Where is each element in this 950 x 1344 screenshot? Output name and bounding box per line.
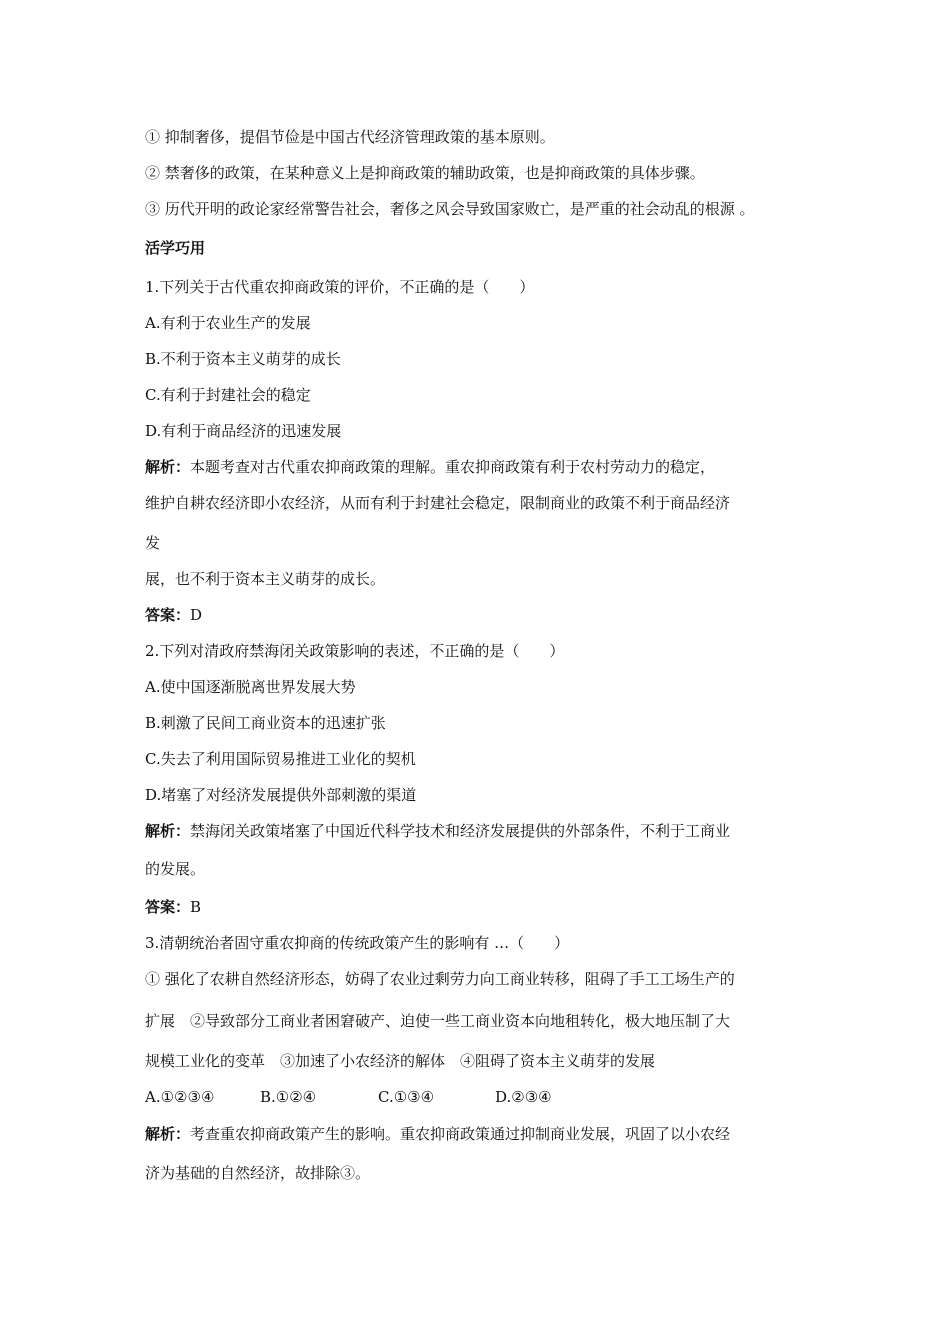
q2-option-a: A.使中国逐渐脱离世界发展大势 xyxy=(145,678,356,696)
q2-option-c: C.失去了利用国际贸易推进工业化的契机 xyxy=(145,750,416,768)
q1-analysis xyxy=(145,457,825,477)
q3-analysis xyxy=(145,1124,825,1144)
q3-option-d: D.②③④ xyxy=(495,1088,552,1106)
intro-item-2: ② 禁奢侈的政策，在某种意义上是抑商政策的辅助政策，也是抑商政策的具体步骤。 xyxy=(145,164,705,182)
q1-option-a: A.有利于农业生产的发展 xyxy=(145,314,311,332)
q1-analysis-label: 解析： xyxy=(145,458,191,476)
q2-analysis-label: 解析： xyxy=(145,822,191,840)
q2-option-b: B.刺激了民间工商业资本的迅速扩张 xyxy=(145,714,386,732)
q3-stem: 3.清朝统治者固守重农抑商的传统政策产生的影响有 …（ ） xyxy=(145,934,570,952)
q2-analysis-line-2: 的发展。 xyxy=(145,860,206,878)
q1-option-d: D.有利于商品经济的迅速发展 xyxy=(145,422,342,440)
q1-analysis-line-4: 展，也不利于资本主义萌芽的成长。 xyxy=(145,570,386,588)
q3-analysis-line-1: 考查重农抑商政策产生的影响。重农抑商政策通过抑制商业发展，巩固了以小农经 xyxy=(190,1125,731,1143)
intro-item-3: ③ 历代开明的政论家经常警告社会，奢侈之风会导致国家败亡，是严重的社会动乱的根源 。 xyxy=(145,200,755,218)
q2-answer xyxy=(145,897,825,917)
q3-analysis-label: 解析： xyxy=(145,1125,191,1143)
q1-answer-value: D xyxy=(190,606,203,624)
q1-option-b: B.不利于资本主义萌芽的成长 xyxy=(145,350,341,368)
q2-analysis-line-1: 禁海闭关政策堵塞了中国近代科学技术和经济发展提供的外部条件，不利于工商业 xyxy=(190,822,731,840)
q3-option-b: B.①②④ xyxy=(260,1088,317,1106)
q3-options xyxy=(145,1087,825,1107)
q1-analysis-line-1: 本题考查对古代重农抑商政策的理解。重农抑商政策有利于农村劳动力的稳定， xyxy=(190,458,716,476)
q3-analysis-line-2: 济为基础的自然经济，故排除③。 xyxy=(145,1164,371,1182)
q1-stem: 1.下列关于古代重农抑商政策的评价，不正确的是（ ） xyxy=(145,278,535,296)
intro-item-1: ① 抑制奢侈，提倡节俭是中国古代经济管理政策的基本原则。 xyxy=(145,128,555,146)
q2-option-d: D.堵塞了对经济发展提供外部刺激的渠道 xyxy=(145,786,417,804)
q2-answer-value: B xyxy=(190,898,202,916)
q3-statement-line-2: 扩展 ②导致部分工商业者困窘破产、迫使一些工商业资本向地租转化，极大地压制了大 xyxy=(145,1012,731,1030)
q1-option-c: C.有利于封建社会的稳定 xyxy=(145,386,311,404)
q2-stem: 2.下列对清政府禁海闭关政策影响的表述，不正确的是（ ） xyxy=(145,642,565,660)
q1-answer-label: 答案： xyxy=(145,606,191,624)
q3-option-c: C.①③④ xyxy=(378,1088,435,1106)
q3-statement-line-1: ① 强化了农耕自然经济形态，妨碍了农业过剩劳力向工商业转移，阻碍了手工工场生产的 xyxy=(145,970,735,988)
section-title: 活学巧用 xyxy=(145,239,206,257)
q3-statement-line-3: 规模工业化的变革 ③加速了小农经济的解体 ④阻碍了资本主义萌芽的发展 xyxy=(145,1052,656,1070)
q2-analysis xyxy=(145,821,825,841)
q1-answer xyxy=(145,605,825,625)
q1-analysis-line-3: 发 xyxy=(145,534,161,552)
q3-option-a: A.①②③④ xyxy=(145,1088,215,1106)
q1-analysis-line-2: 维护自耕农经济即小农经济，从而有利于封建社会稳定，限制商业的政策不利于商品经济 xyxy=(145,494,731,512)
q2-answer-label: 答案： xyxy=(145,898,191,916)
